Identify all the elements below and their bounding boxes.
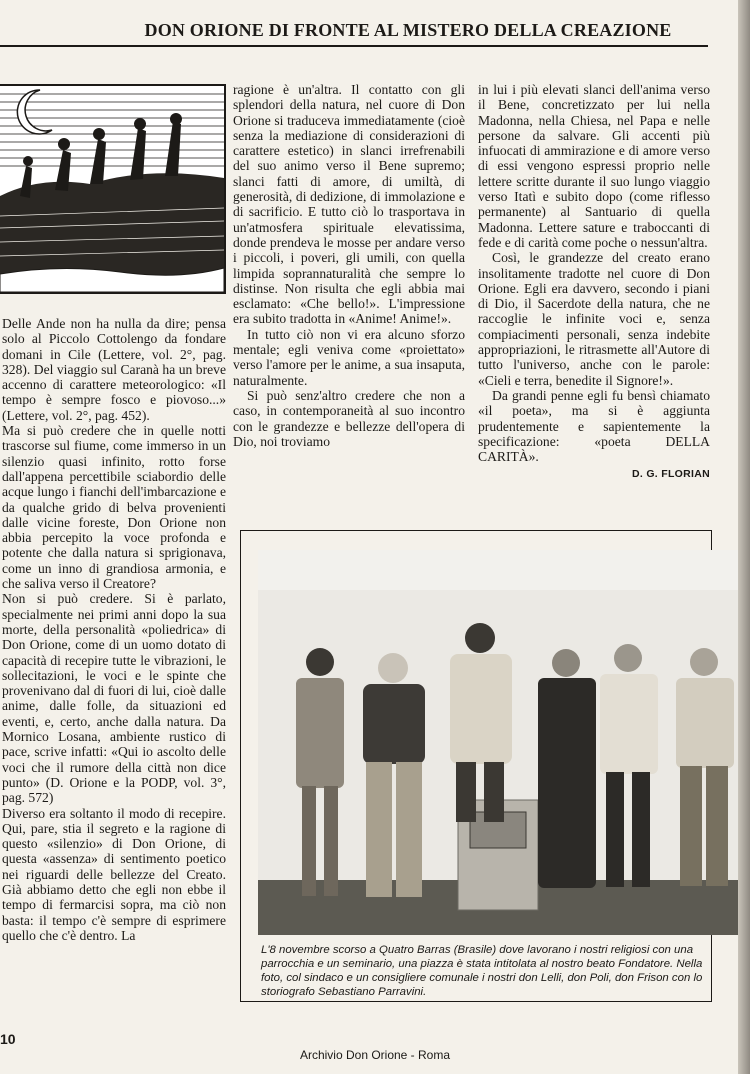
article-column-3 bbox=[478, 82, 710, 483]
paragraph: Da grandi penne egli fu bensì chiamato «il poeta», ma si è aggiunta prudentemente e sapientemente la specificazione: «poeta DELLA CARITÀ». bbox=[478, 387, 710, 465]
paragraph: Delle Ande non ha nulla da dire; pensa solo al Piccolo Cottolengo da fondare domani in Cile (Lettere, vol. 2°, pag. 328). Del viaggio sul Caranà ha un breve accenno di carattere meteorologico: «Il tempo è sempre fosco e piovoso...» (Lettere, vol. 2°, pag. 452). bbox=[2, 316, 226, 423]
header-rule bbox=[0, 45, 708, 47]
page-edge-shadow bbox=[738, 0, 750, 1074]
paragraph: Non si può credere. Si è parlato, specialmente nei primi anni dopo la sua morte, della personalità «poliedrica» di Don Orione, come di un uomo dotato di capacità di recepire tutte le vibrazioni, le sollecitazioni, le voci e le spinte che provenivano dal di fuori di lui, cioè dalle anime, dalle folle, da situazioni ed eventi, e, certo, anche dalla natura. Da Mornico Losana, ambiente rustico di pace, scrive infatti: «Qui io ascolto delle voci che il rumore della città non dice punto» (D. Orione e la PODP, vol. 3°, pag. 572) bbox=[2, 591, 226, 806]
archive-watermark: Archivio Don Orione - Roma bbox=[299, 1048, 451, 1062]
paragraph: ragione è un'altra. Il contatto con gli splendori della natura, nel cuore di Don Orione si traduceva immediatamente (cioè senza la mediazione di considerazioni di carattere estetico) in slanci irrefrenabili del suo animo verso il Bene supremo; slanci fatti di amore, di umiltà, di generosità, di dedizione, di immolazione e di sacrificio. E tutto ciò lo trasportava in un'atmosfera spirituale elevatissima, donde prendeva le mosse per andare verso i piccoli, i poveri, gli umili, con quella limpida soprannaturalità che sempre lo distinse. Non risulta che egli abbia mai esclamato: «Che bello!». L'impressione era subito tradotta in «Anime! Anime!». bbox=[233, 82, 465, 327]
paragraph: in lui i più elevati slanci dell'anima verso il Bene, concretizzato per lui nella Madonna, nella Chiesa, nel Papa e nelle persone da salvare. Gli accenti più infuocati di ammirazione e di amore verso di essi vengono espressi proprio nelle lettere scritte durante il suo lungo viaggio verso Itatì e subito dopo (come riflesso permanente) al Santuario di quella Madonna. Lettere sature e traboccanti di fede e di carità come poche o nessun'altra. bbox=[478, 82, 710, 250]
article-column-2 bbox=[233, 82, 465, 449]
byline-wrapper bbox=[478, 465, 710, 482]
article-column-1 bbox=[0, 316, 226, 943]
photo-caption: L'8 novembre scorso a Quatro Barras (Brasile) dove lavorano i nostri religiosi con una parrocchia e un seminario, una piazza è stata intitolata al nostro beato Fondatore. Nella foto, col sindaco e un consigliere comunale i nostri don Lelli, don Poli, don Frison con lo storiografo Sebastiano Parravini. bbox=[261, 944, 703, 998]
illustration-drawing bbox=[0, 86, 224, 292]
page-number: 10 bbox=[0, 1031, 16, 1047]
page-title: DON ORIONE DI FRONTE AL MISTERO DELLA CREAZIONE bbox=[144, 20, 672, 40]
group-photo-image bbox=[258, 550, 742, 935]
paragraph: Diverso era soltanto il modo di recepire. Qui, pare, stia il segreto e la ragione di questo «silenzio» di Don Orione, di questa «assenza» di sentimento poetico nei riguardi delle bellezze del Creato. Già abbiamo detto che egli non ebbe il tempo di fermarcisi sopra, ma ciò non basta: il tempo c'è sempre di esprimere quello che c'è dentro. La bbox=[2, 805, 226, 943]
author-byline: D. G. FLORIAN bbox=[632, 468, 710, 481]
paragraph: Si può senz'altro credere che non a caso, in contemporaneità al suo incontro con le grandezze e bellezze dell'opera di Dio, noi troviamo bbox=[233, 387, 465, 449]
paragraph: Ma si può credere che in quelle notti trascorse sul fiume, come immerso in un silenzio quasi infinito, rotto forse dall'appena percettibile sciabordio delle acque lungo i fianchi dell'imbarcazione e da qualche grido di belva provenienti dalle vicine foreste, Don Orione non abbia percepito la voce profonda e potente che dalla natura si sprigionava, come un inno di grandiosa armonia, e che saliva verso il Creatore? bbox=[2, 423, 226, 592]
night-travellers-illustration bbox=[0, 84, 226, 294]
paragraph: In tutto ciò non vi era alcuno sforzo mentale; egli veniva come «proiettato» verso l'amore per le anime, a sua insaputa, naturalmente. bbox=[233, 326, 465, 388]
paragraph: Così, le grandezze del creato erano insolitamente tradotte nel cuore di Don Orione. Egli era davvero, secondo i piani di Dio, il Sacerdote della natura, che ne raccoglie le infinite voci e, senza compiacimenti personali, senza indebite appropriazioni, le ritrasmette all'Autore di tutto l'universo, anche con le parole: «Cieli e terra, benedite il Signore!». bbox=[478, 250, 710, 388]
group-photo bbox=[258, 550, 742, 935]
